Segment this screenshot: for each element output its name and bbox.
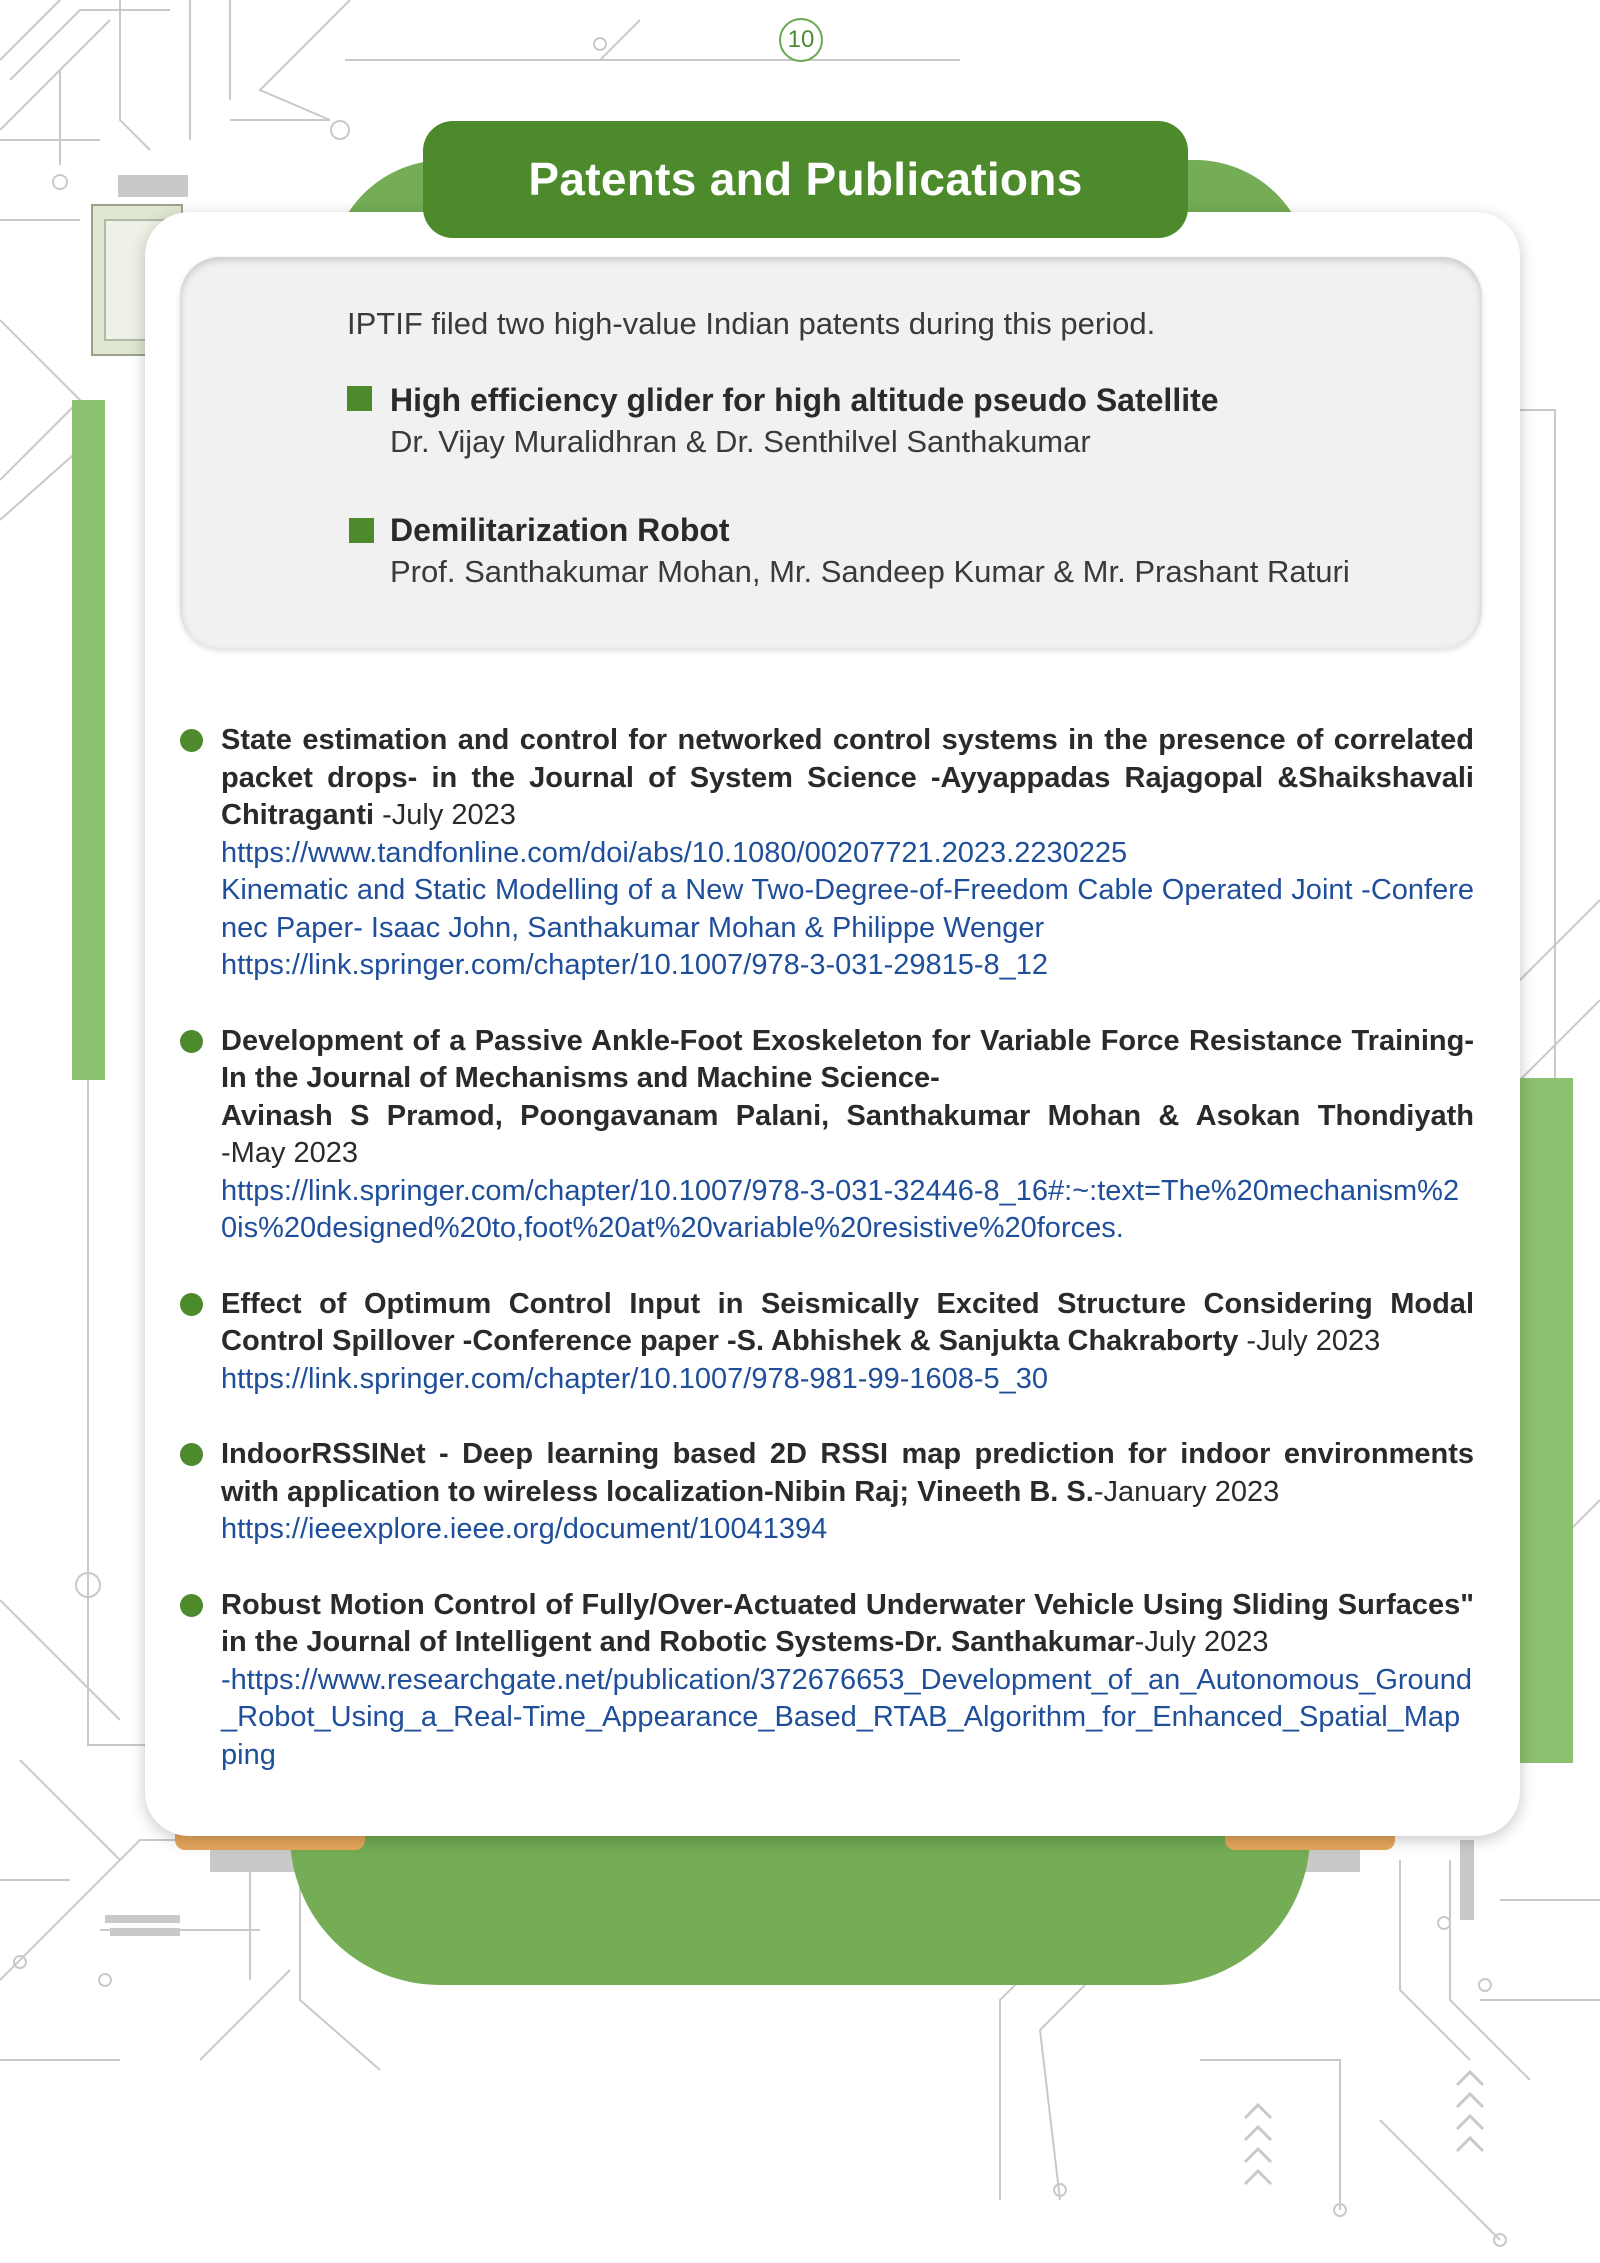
page-number: 10	[779, 18, 823, 62]
publication-date: -January 2023	[1093, 1475, 1280, 1508]
patent-title: High efficiency glider for high altitude pseudo Satellite	[390, 382, 1219, 418]
publication-date: -May 2023	[221, 1137, 359, 1169]
publication-title: Development of a Passive Ankle-Foot Exoskeleton for Variable Force Resistance Training-In the Journal of Mechanisms and Machine Science-	[221, 1024, 1474, 1094]
bullet-dot-icon	[180, 729, 203, 752]
publication-link[interactable]: https://link.springer.com/chapter/10.1007/978-3-031-32446-8_16#:~:text=The%20mechanism%20is%20designed%20to,foot%20at%20variable%20resistive%20forces.	[221, 1174, 1460, 1244]
publication-authors: Avinash S Pramod, Poongavanam Palani, Santhakumar Mohan & Asokan Thondiyath	[221, 1099, 1474, 1132]
publication-item	[178, 1587, 1474, 1775]
publication-date: -July 2023	[1238, 1325, 1381, 1357]
publication-related-paper[interactable]: Kinematic and Static Modelling of a New Two-Degree-of-Freedom Cable Operated Joint -Conferenec Paper- Isaac John, Santhakumar Mohan & Philippe Wenger	[221, 874, 1474, 944]
publication-title: Effect of Optimum Control Input in Seismically Excited Structure Considering Modal Control Spillover -Conference paper -S. Abhishek & Sanjukta Chakraborty	[221, 1287, 1474, 1357]
publication-item	[178, 1286, 1474, 1399]
publication-date: -July 2023	[374, 799, 516, 831]
bullet-dot-icon	[180, 1443, 203, 1466]
publication-item	[178, 1436, 1474, 1549]
publication-item	[178, 722, 1474, 985]
patent-title: Demilitarization Robot	[390, 512, 730, 548]
page-title: Patents and Publications	[423, 121, 1188, 238]
publications-list	[178, 722, 1474, 1812]
publication-title: IndoorRSSINet - Deep learning based 2D RSSI map prediction for indoor environments with application to wireless localization-Nibin Raj; Vineeth B. S.	[221, 1438, 1474, 1508]
square-bullet-icon	[347, 386, 372, 411]
publication-link[interactable]: -https://www.researchgate.net/publication/372676653_Development_of_an_Autonomous_Ground_Robot_Using_a_Real-Time_Appearance_Based_RTAB_Algorithm_for_Enhanced_Spatial_Mapping	[221, 1663, 1473, 1771]
publication-title: Robust Motion Control of Fully/Over-Actuated Underwater Vehicle Using Sliding Surfaces" in the Journal of Intelligent and Robotic Systems-Dr. Santhakumar	[221, 1588, 1474, 1658]
publication-date: -July 2023	[1134, 1626, 1269, 1658]
publication-item	[178, 1023, 1474, 1248]
publication-link[interactable]: https://ieeexplore.ieee.org/document/10041394	[221, 1513, 828, 1545]
decorative-green-bar-left	[72, 400, 105, 1080]
patent-authors: Prof. Santhakumar Mohan, Mr. Sandeep Kumar & Mr. Prashant Raturi	[390, 554, 1350, 589]
publication-title: State estimation and control for networked control systems in the presence of correlated packet drops- in the Journal of System Science -Ayyappadas Rajagopal &Shaikshavali Chitraganti	[221, 724, 1474, 831]
bullet-dot-icon	[180, 1293, 203, 1316]
square-bullet-icon	[349, 518, 374, 543]
publication-link[interactable]: https://www.tandfonline.com/doi/abs/10.1080/00207721.2023.2230225	[221, 836, 1128, 869]
patent-authors: Dr. Vijay Muralidhran & Dr. Senthilvel Santhakumar	[390, 424, 1091, 459]
publication-link[interactable]: https://link.springer.com/chapter/10.1007/978-981-99-1608-5_30	[221, 1362, 1049, 1395]
publication-link[interactable]: https://link.springer.com/chapter/10.1007/978-3-031-29815-8_12	[221, 949, 1049, 981]
bullet-dot-icon	[180, 1594, 203, 1617]
patents-intro: IPTIF filed two high-value Indian patents during this period.	[347, 306, 1156, 341]
bullet-dot-icon	[180, 1030, 203, 1053]
